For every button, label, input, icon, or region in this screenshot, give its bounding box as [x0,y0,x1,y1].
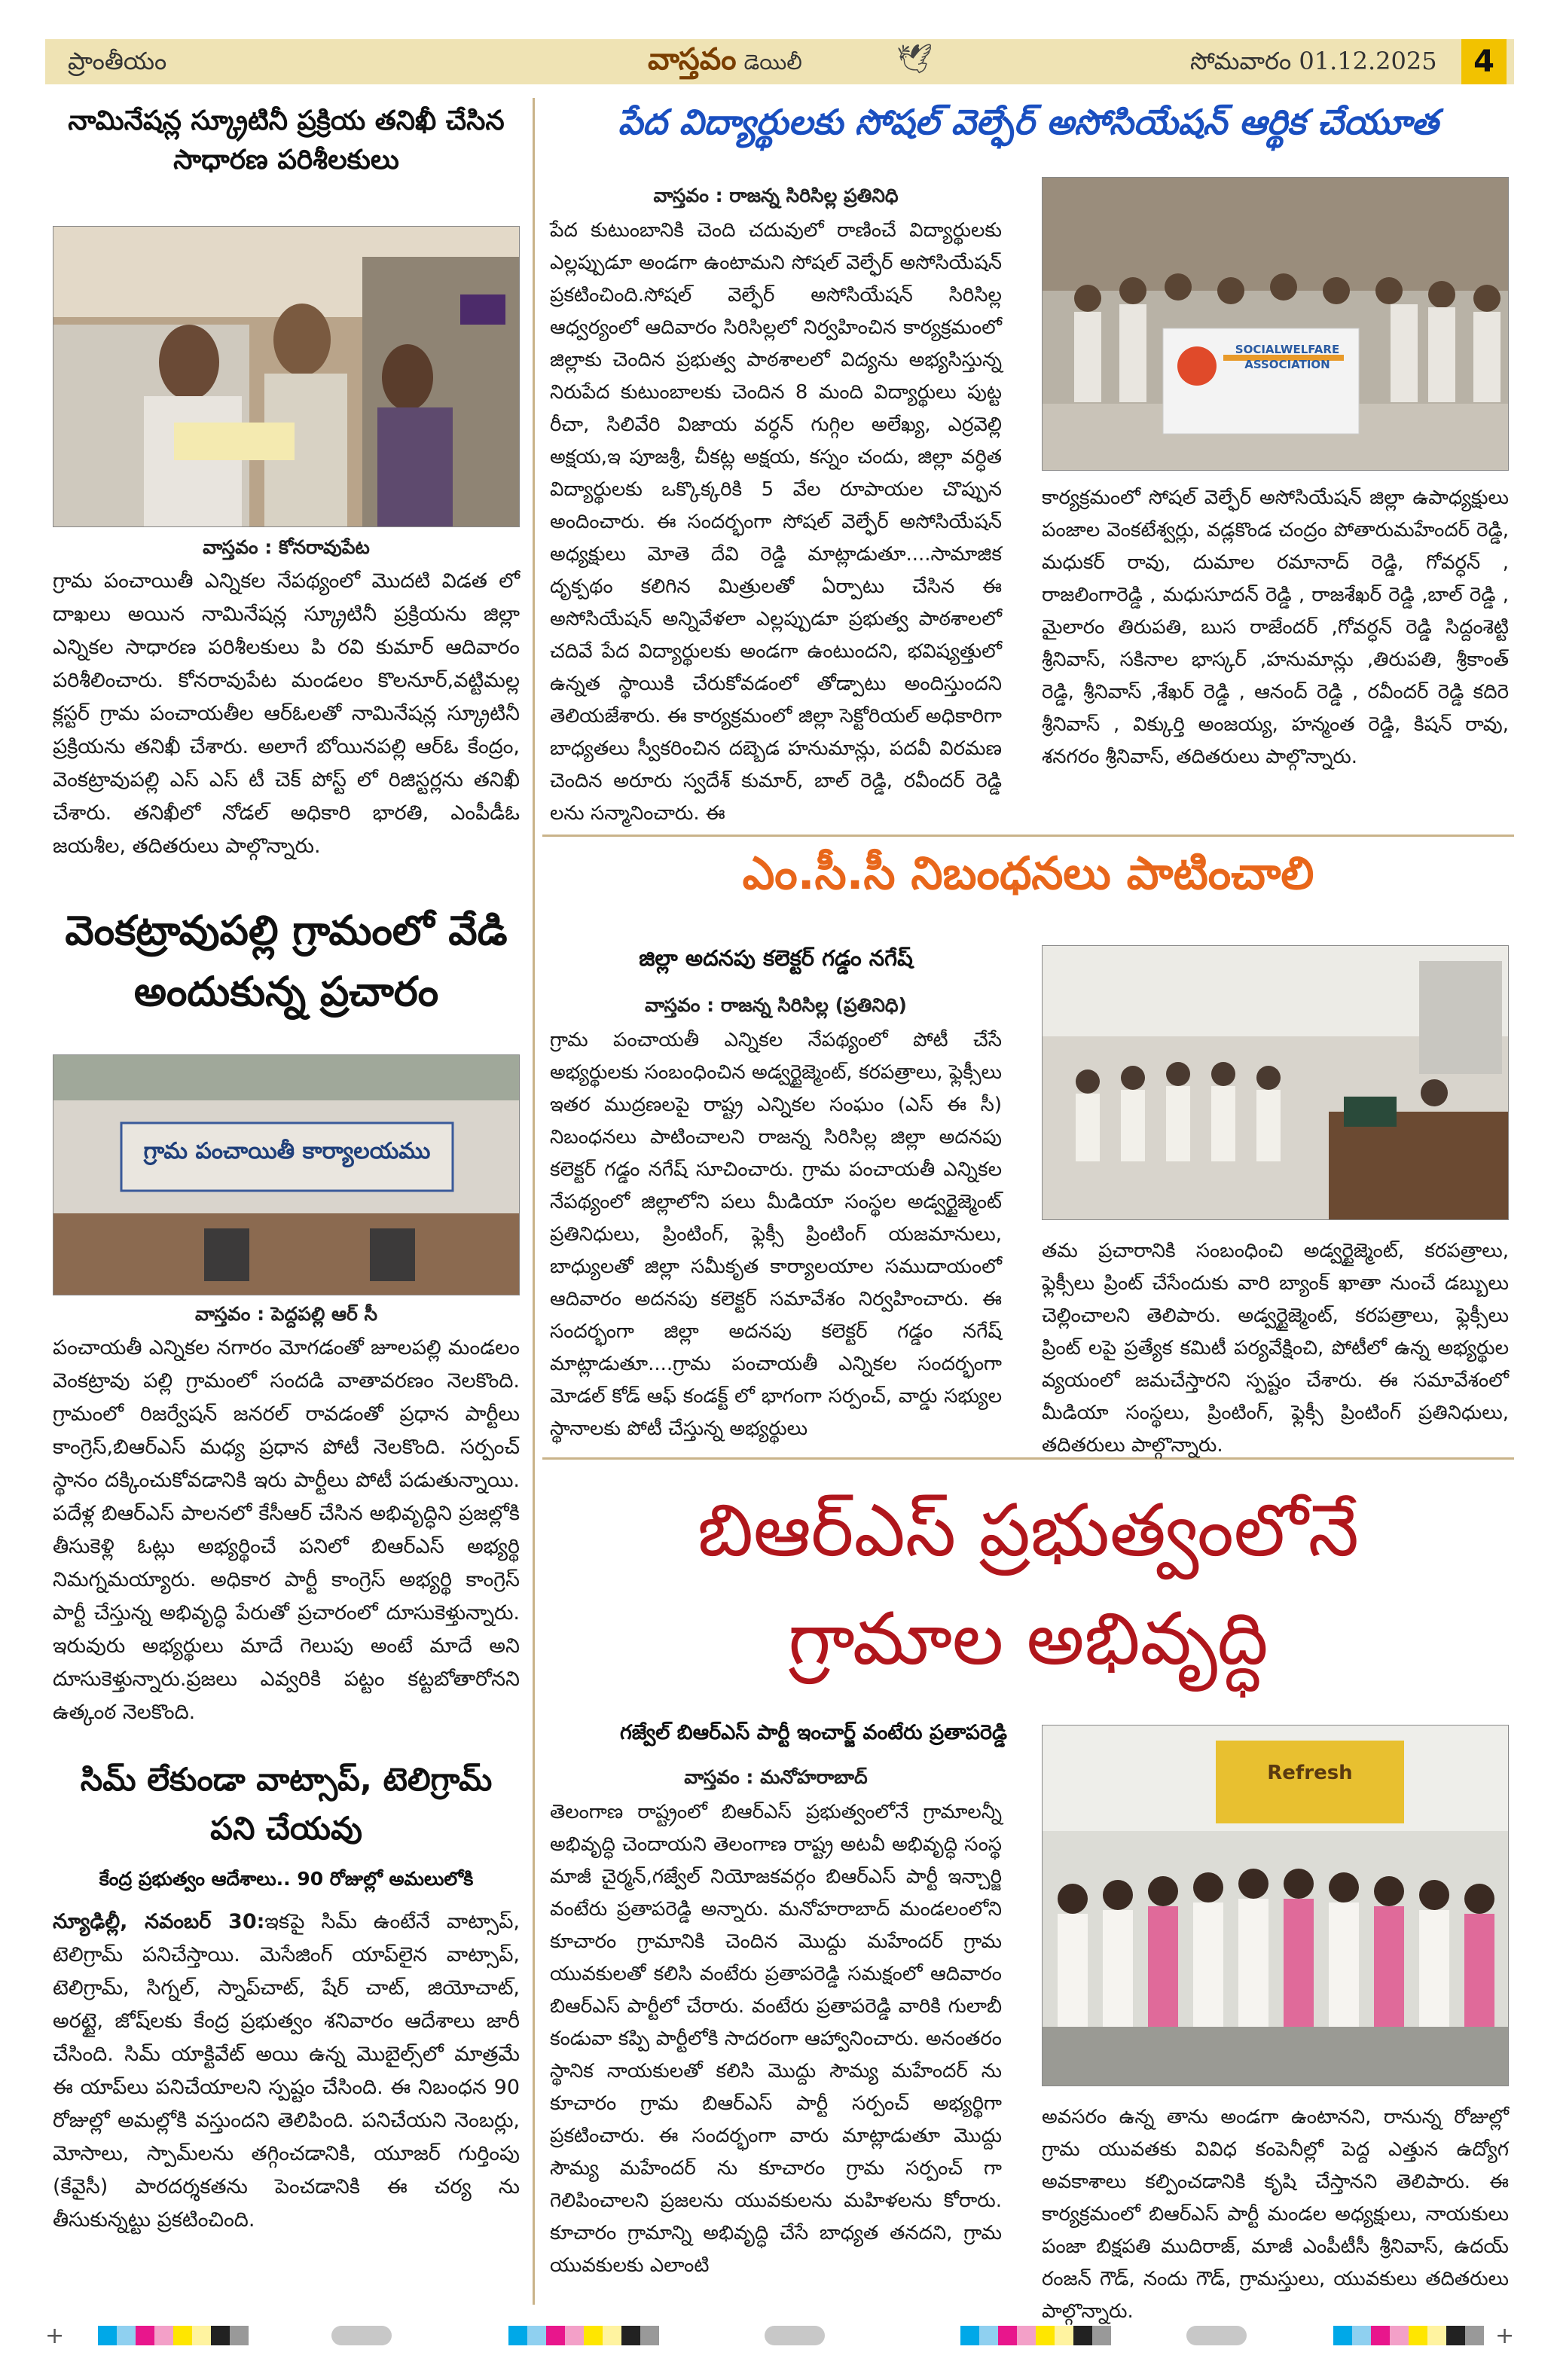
story6-body-right: అవసరం ఉన్న తాను అండగా ఉంటానని, రానున్న రోజుల్లో గ్రామ యువతకు వివిధ కంపెనీల్లో పెద్ద ఎత్తున ఉద్యోగ అవకాశాలు కల్పించడానికి కృషి చేస్తానని తెలిపారు. ఈ కార్యక్రమంలో బిఆర్ఎస్ పార్టీ మండల అధ్యక్షులు, నాయకులు పంజా బిక్షపతి ముదిరాజ్, మాజీ ఎంపీటీసీ శ్రీనివాస్, ఉదయ్ రంజన్ గౌడ్, నందు గౌడ్, గ్రామస్తులు, యువకులు తదితరులు పాల్గొన్నారు. [1042,2106,1509,2323]
story5-body-right: తమ ప్రచారానికి సంబంధించి అడ్వర్టైజ్మెంట్, కరపత్రాలు, ఫ్లెక్సీలు ప్రింట్ చేసేందుకు వారి బ్యాంక్ ఖాతా నుంచే డబ్బులు చెల్లించాలని తెలిపారు. అడ్వర్టైజ్మెంట్, కరపత్రాలు, ఫ్లెక్సీలు ప్రింట్ లపై ప్రత్యేక కమిటీ పర్యవేక్షించి, పోటీలో ఉన్న అభ్యర్థుల వ్యయంలో జమచేస్తారని స్పష్టం చేశారు. ఈ సమావేశంలో మీడియా సంస్థలు, ప్రింటింగ్, ఫ్లెక్సీ ప్రింటింగ్ ప్రతినిధులు, తదితరులు పాల్గొన్నారు. [1042,1240,1509,1457]
story4-headline: పేద విద్యార్థులకు సోషల్ వెల్ఫేర్ అసోసియేషన్ ఆర్థిక చేయూత [618,102,1439,142]
bird-icon: 🕊 [896,42,933,75]
story3-body: న్యూఢిల్లీ, నవంబర్ 30:ఇకపై సిమ్ ఉంటేనే వాట్సాప్, టెలిగ్రామ్ పనిచేస్తాయి. మెసేజింగ్ యాప్‌లైన వాట్సాప్, టెలిగ్రామ్, సిగ్నల్, స్నాప్‌చాట్, షేర్ చాట్, జియోచాట్, అరట్టై, జోష్‌లకు కేంద్ర ప్రభుత్వం శనివారం ఆదేశాలు జారీ చేసింది. సిమ్ యాక్టివేట్ అయి ఉన్న మొబైల్స్‌లో మాత్రమే ఈ యాప్‌లు పనిచేయాలని స్పష్టం చేసింది. ఈ నిబంధన 90 రోజుల్లో అమల్లోకి వస్తుందని తెలిపింది. పనిచేయని నెంబర్లు, మోసాలు, స్పామ్‌లను తగ్గించడానికి, యూజర్ గుర్తింపు (కేవైసీ) పారదర్శకతను పెంచడానికి ఈ చర్య ను తీసుకున్నట్టు ప్రకటించింది. [53,1910,520,2232]
story6-headline [550,1476,1507,1693]
print-marks [45,2320,1514,2350]
story1-headline: నామినేషన్ల స్క్రూటినీ ప్రక్రియ తనిఖీ చేసిన సాధారణ పరిశీలకులు [68,105,505,176]
association-group-image [1043,178,1509,471]
story2-headline: వెంకట్రావుపల్లి గ్రామంలో వేడి అందుకున్న ప్రచారం [65,907,508,1015]
collector-meeting-image [1043,946,1509,1220]
story4-dateline: వాస్తవం : రాజన్న సిరిసిల్ల ప్రతినిధి [653,185,899,206]
story5-subheadline: జిల్లా అదనపు కలెక్టర్ గడ్డం నగేష్ [639,945,913,971]
column-rule [533,98,535,2305]
story4-body-left: పేద కుటుంబానికి చెంది చదువులో రాణించే విద్యార్థులకు ఎల్లప్పుడూ అండగా ఉంటామని సోషల్ వెల్ఫేర్ అసోసియేషన్ ప్రకటించింది.సోషల్ వెల్ఫేర్ అసోసియేషన్ సిరిసిల్ల ఆధ్వర్యంలో ఆదివారం సిరిసిల్లలో నిర్వహించిన కార్యక్రమంలో జిల్లాకు చెందిన ప్రభుత్వ పాఠశాలలో విద్యను అభ్యసిస్తున్న నిరుపేద కుటుంబాలకు చెందిన 8 మంది విద్యార్థులు పుట్ట రీచా, సిలివేరి విజాయ వర్ధన్ గుగ్గిల అలేఖ్య, ఎర్రవెల్లి అక్షయ,ఇ పూజశ్రీ, చీకట్ల అక్షయ, కస్నం చందు, జిల్లా వర్ధిత విద్యార్థులకు ఒక్కొక్కరికి 5 వేల రూపాయల చొప్పున అందించారు. ఈ సందర్భంగా సోషల్ వెల్ఫేర్ అసోసియేషన్ అధ్యక్షులు మోతె దేవి రెడ్డి మాట్లాడుతూ....సామాజిక దృక్పథం కలిగిన మిత్రులతో ఏర్పాటు చేసిన ఈ అసోసియేషన్ అన్నివేళలా ఎల్లప్పుడూ ప్రభుత్వ పాఠశాలలో చదివే పేద విద్యార్థులకు అండగా ఉంటుందని, భవిష్యత్తులో ఉన్నత స్థాయికి చేరుకోవడంలో తోడ్పాటు అందిస్తుందని తెలియజేశారు. ఈ కార్యక్రమంలో జిల్లా సెక్టోరియల్ అధికారిగా బాధ్యతలు స్వీకరించిన దబ్బెడ హనుమాన్లు, పదవీ విరమణ చెందిన అరూరు స్వదేశ్ కుమార్, బాల్ రెడ్డి, రవీందర్ రెడ్డి లను సన్మానించారు. ఈ [550,219,1002,825]
refresh-sign-text: Refresh [1267,1762,1353,1784]
paper-name: వాస్తవం డెయిలీ [648,42,802,77]
story6-subheadline: గజ్వేల్ బిఆర్ఎస్ పార్టీ ఇంచార్జ్ వంటేరు ప్రతాపరెడ్డి [620,1721,1007,1744]
story3-dateline: న్యూఢిల్లీ, నవంబర్ 30: [53,1910,265,1933]
header-strip [45,39,1514,84]
story5-dateline: వాస్తవం : రాజన్న సిరిసిల్ల (ప్రతినిధి) [645,994,907,1016]
register-mark [331,2326,392,2345]
color-bar [508,2326,659,2345]
paper-suffix: డెయిలీ [743,50,802,75]
story6-headline-line2: గ్రామాల అభివృద్ధి [788,1597,1268,1681]
register-mark [765,2326,825,2345]
panchayat-office-image [53,1055,520,1295]
story6-dateline: వాస్తవం : మనోహరాబాద్ [684,1766,868,1788]
crosshair-icon: + [45,2323,65,2349]
story5-headline: ఎం.సీ.సీ నిబంధనలు పాటించాలి [742,847,1314,900]
story1-photo [53,226,520,527]
page-number: 4 [1461,39,1507,84]
story5-body-left: గ్రామ పంచాయతీ ఎన్నికల నేపథ్యంలో పోటీ చేసే అభ్యర్థులకు సంబంధించిన అడ్వర్టైజ్మెంట్, కరపత్రాలు, ఫ్లెక్సీలు ఇతర ముద్రణలపై రాష్ట్ర ఎన్నికల సంఘం (ఎస్ ఈ సీ) నిబంధనలు పాటించాలని రాజన్న సిరిసిల్ల జిల్లా అదనపు కలెక్టర్ గడ్డం నగేష్ సూచించారు. గ్రామ పంచాయతీ ఎన్నికల నేపథ్యంలో జిల్లాలోని పలు మీడియా సంస్థల అడ్వర్టైజ్మెంట్ ప్రతినిధులు, ప్రింటింగ్, ఫ్లెక్సీ ప్రింటింగ్ యజమానులు, బాధ్యులతో జిల్లా సమీకృత కార్యాలయాల సముదాయంలో ఆదివారం అదనపు కలెక్టర్ సమావేశం నిర్వహించారు. ఈ సందర్భంగా జిల్లా అదనపు కలెక్టర్ గడ్డం నగేష్ మాట్లాడుతూ....గ్రామ పంచాయతీ ఎన్నికల సందర్భంగా మోడల్ కోడ్ ఆఫ్ కండక్ట్ లో భాగంగా సర్పంచ్, వార్డు సభ్యుల స్థానాలకు పోటీ చేస్తున్న అభ్యర్థులు [550,1029,1002,1440]
color-bar [960,2326,1111,2345]
section-name: ప్రాంతీయం [68,47,167,75]
section-rule [542,835,1514,837]
story6-photo [1042,1725,1509,2086]
officials-inspection-image [53,227,520,527]
issue-date: సోమవారం 01.12.2025 [1190,47,1437,75]
association-banner-text: SOCIALWELFARE ASSOCIATION [1235,343,1340,371]
story2-dateline: వాస్తవం : పెద్దపల్లి ఆర్ సీ [194,1303,378,1325]
story4-photo [1042,177,1509,471]
story2-body: పంచాయతీ ఎన్నికల నగారం మోగడంతో జూలపల్లి మండలం వెంకట్రావు పల్లి గ్రామంలో సందడి వాతావరణం నెలకొంది. గ్రామంలో రిజర్వేషన్ జనరల్ రావడంతో ప్రధాన పార్టీలు కాంగ్రెస్,బిఆర్ఎస్ మధ్య ప్రధాన పోటీ నెలకొంది. సర్పంచ్ స్థానం దక్కించుకోవడానికి ఇరు పార్టీలు పోటీ పడుతున్నాయి. పదేళ్ల బిఆర్ఎస్ పాలనలో కేసీఆర్ చేసిన అభివృద్ధిని ప్రజల్లోకి తీసుకెళ్లి ఓట్లు అభ్యర్థించే పనిలో బిఆర్ఎస్ అభ్యర్థి నిమగ్నమయ్యారు. అధికార పార్టీ కాంగ్రెస్ అభ్యర్థి కాంగ్రెస్ పార్టీ చేస్తున్న అభివృద్ధి పేరుతో ప్రచారంలో దూసుకెళ్తున్నారు. ఇరువురు అభ్యర్థులు మాదే గెలుపు అంటే మాదే అని దూసుకెళ్తున్నారు.ప్రజలు ఎవ్వరికి పట్టం కట్టబోతారోనని ఉత్కంఠ నెలకొంది. [53,1336,520,1724]
story2-photo [53,1054,520,1295]
story5-photo [1042,945,1509,1220]
crosshair-icon: + [1495,2323,1515,2349]
story4-body-right: కార్యక్రమంలో సోషల్ వెల్ఫేర్ అసోసియేషన్ జిల్లా ఉపాధ్యక్షులు పంజాల వెంకటేశ్వర్లు, వడ్లకొండ చంద్రం పోతారుమహేందర్ రెడ్డి, మధుకర్ రావు, దుమాల రమానాద్ రెడ్డి, గోవర్ధన్ , రాజలింగారెడ్డి , మధుసూదన్ రెడ్డి , రాజశేఖర్ రెడ్డి ,బాల్ రెడ్డి , మైలారం తిరుపతి, బుస రాజేందర్ ,గోవర్ధన్ రెడ్డి సిద్దంశెట్టి శ్రీనివాస్, సకినాల భాస్కర్ ,హనుమాన్లు ,తిరుపతి, శ్రీకాంత్ రెడ్డి, శ్రీనివాస్ ,శేఖర్ రెడ్డి , ఆనంద్ రెడ్డి , రవీందర్ రెడ్డి కదిరె శ్రీనివాస్ , విక్కుర్తి అంజయ్య, హన్మంత రెడ్డి, కిషన్ రావు, శనగరం శ్రీనివాస్, తదితరులు పాల్గొన్నారు. [1042,487,1509,768]
register-mark [1186,2326,1247,2345]
story1-dateline: వాస్తవం : కోనరావుపేట [203,536,370,558]
story6-headline-line1: బిఆర్ఎస్ ప్రభుత్వంలోనే [697,1488,1360,1573]
story3-headline: సిమ్ లేకుండా వాట్సాప్, టెలిగ్రామ్ పని చేయవు [80,1761,493,1848]
story1-body: గ్రామ పంచాయితీ ఎన్నికల నేపథ్యంలో మొదటి విడత లో దాఖలు అయిన నామినేషన్ల స్క్రూటినీ ప్రక్రియను జిల్లా ఎన్నికల సాధారణ పరిశీలకులు పి రవి కుమార్ ఆదివారం పరిశీలించారు. కోనరావుపేట మండలం కొలనూర్,వట్టిమల్ల క్లస్టర్ గ్రామ పంచాయతీల ఆర్ఓలతో నామినేషన్ల స్క్రూటినీ ప్రక్రియను తనిఖీ చేశారు. అలాగే బోయినపల్లి ఆర్ఓ కేంద్రం, వెంకట్రావుపల్లి ఎస్ ఎస్ టీ చెక్ పోస్ట్ లో రిజిస్టర్లను తనిఖీ చేశారు. తనిఖీలో నోడల్ అధికారి భారతి, ఎంపీడీఓ జయశీల, తదితరులు పాల్గొన్నారు. [53,569,520,858]
story3-subheadline: కేంద్ర ప్రభుత్వం ఆదేశాలు.. 90 రోజుల్లో అమలులోకి [99,1868,474,1890]
panchayat-sign-text: గ్రామ పంచాయితీ కార్యాలయము [143,1138,431,1164]
color-bar [1333,2326,1484,2345]
story6-body-left: తెలంగాణ రాష్ట్రంలో బిఆర్ఎస్ ప్రభుత్వంలోనే గ్రామాలన్నీ అభివృద్ధి చెందాయని తెలంగాణ రాష్ట్ర అటవీ అభివృద్ధి సంస్థ మాజీ చైర్మన్,గజ్వేల్ నియోజకవర్గం బిఆర్ఎస్ పార్టీ ఇన్చార్జి వంటేరు ప్రతాపరెడ్డి అన్నారు. మనోహరాబాద్ మండలంలోని కూచారం గ్రామానికి చెందిన మొద్దు మహేందర్ గ్రామ యువకులతో కలిసి వంటేరు ప్రతాపరెడ్డి సమక్షంలో ఆదివారం బిఆర్ఎస్ పార్టీలో చేరారు. వంటేరు ప్రతాపరెడ్డి వారికి గులాబీ కండువా కప్పి పార్టీలోకి సాదరంగా ఆహ్వానించారు. అనంతరం స్థానిక నాయకులతో కలిసి మొద్దు సౌమ్య మహేందర్ ను కూచారం గ్రామ బిఆర్ఎస్ పార్టీ సర్పంచ్ అభ్యర్థిగా ప్రకటించారు. ఈ సందర్భంగా వారు మాట్లాడుతూ మొద్దు సౌమ్య మహేందర్ ను కూచారం గ్రామ సర్పంచ్ గా గెలిపించాలని ప్రజలను యువకులను మహిళలను కోరారు. కూచారం గ్రామాన్ని అభివృద్ధి చేసే బాధ్యత తనదని, గ్రామ యువకులకు ఎలాంటి [550,1801,1002,2277]
color-bar [98,2326,249,2345]
